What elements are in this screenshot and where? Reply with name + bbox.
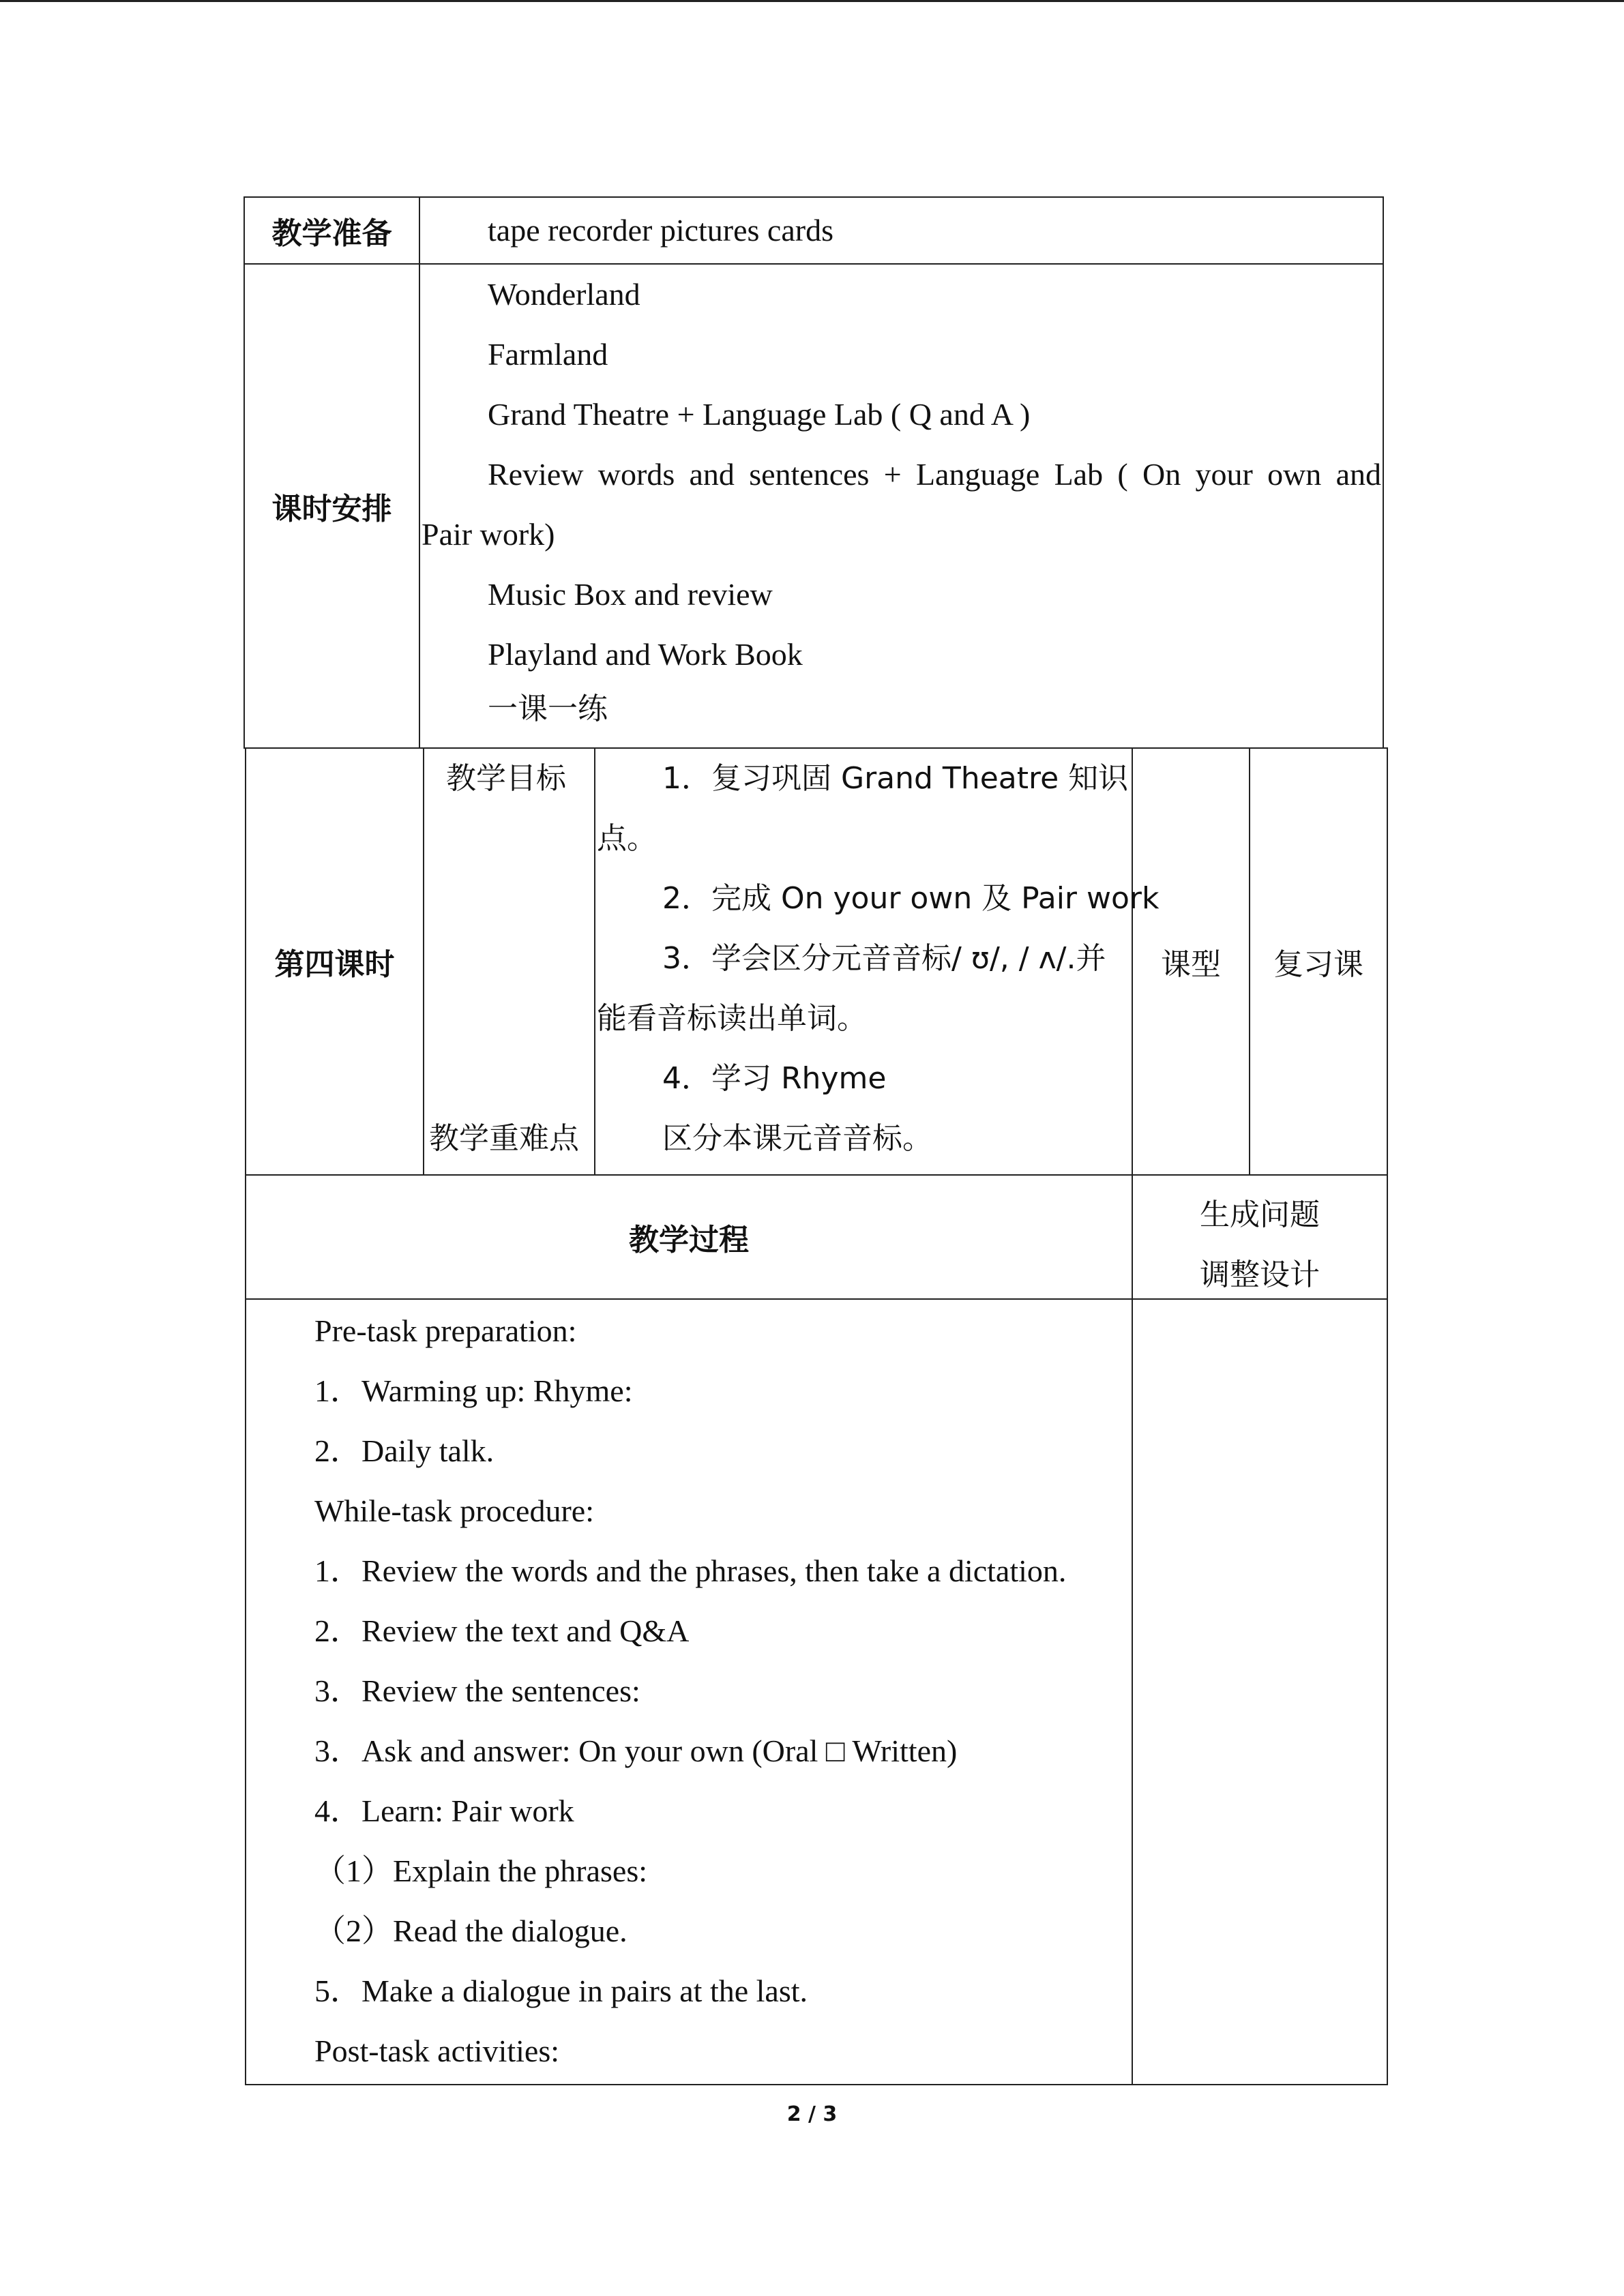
schedule-label: 课时安排: [271, 492, 392, 526]
objective-line: 能看音标读出单词。: [597, 1001, 867, 1036]
notes-label: 生成问题: [1200, 1197, 1320, 1232]
schedule-line: Playland and Work Book: [488, 637, 803, 672]
objective-line: 3．学会区分元音音标/ ʊ/, / ʌ/.并: [662, 941, 1106, 976]
process-line: 2．Daily talk.: [314, 1433, 494, 1468]
process-line: Post-task activities:: [314, 2033, 560, 2068]
lesson-table-body: [245, 747, 1388, 2085]
process-line: 5．Make a dialogue in pairs at the last.: [314, 1973, 808, 2008]
objective-line: 1．复习巩固 Grand Theatre 知识: [662, 761, 1129, 796]
process-line: 3．Review the sentences:: [314, 1673, 640, 1708]
process-label: 教学过程: [629, 1223, 749, 1257]
process-line: 2．Review the text and Q&A: [314, 1613, 690, 1648]
schedule-line: Pair work): [422, 517, 555, 552]
process-line: 1．Review the words and the phrases, then take a dictation.: [314, 1553, 1067, 1588]
schedule-line: Farmland: [488, 337, 608, 372]
process-line: 3．Ask and answer: On your own (Oral □ Written): [314, 1733, 958, 1768]
objective-line: 2．完成 On your own 及 Pair work: [662, 881, 1160, 916]
lesson-type-value: 复习课: [1273, 947, 1363, 982]
process-line: 4．Learn: Pair work: [314, 1793, 574, 1828]
prep-schedule-table: [243, 196, 1384, 749]
schedule-line: Grand Theatre + Language Lab ( Q and A ): [488, 397, 1031, 432]
objective-line: 点。: [597, 821, 657, 856]
notes-label: 调整设计: [1200, 1257, 1320, 1292]
objectives-label: 教学目标: [446, 761, 566, 796]
process-line: 1．Warming up: Rhyme:: [314, 1373, 633, 1408]
process-line: While-task procedure:: [314, 1493, 594, 1528]
process-line: （1）Explain the phrases:: [314, 1853, 648, 1888]
difficulty-text: 区分本课元音音标。: [662, 1121, 932, 1156]
process-line: （2）Read the dialogue.: [314, 1913, 628, 1948]
lesson-label: 第四课时: [274, 947, 395, 982]
prep-label: 教学准备: [271, 216, 392, 251]
schedule-line: Music Box and review: [488, 577, 773, 612]
page-number: 2 / 3: [786, 2102, 838, 2126]
schedule-line: 一课一练: [488, 691, 608, 726]
schedule-line: Wonderland: [488, 277, 640, 312]
prep-content: tape recorder pictures cards: [488, 213, 833, 248]
top-border-line: [0, 0, 1624, 2]
difficulty-label: 教学重难点: [429, 1121, 579, 1156]
schedule-line: Review words and sentences + Language Lab ( On your own and: [488, 457, 1381, 492]
objective-line: 4．学习 Rhyme: [662, 1061, 887, 1096]
lesson-type-label: 课型: [1161, 947, 1221, 982]
process-line: Pre-task preparation:: [314, 1313, 577, 1348]
